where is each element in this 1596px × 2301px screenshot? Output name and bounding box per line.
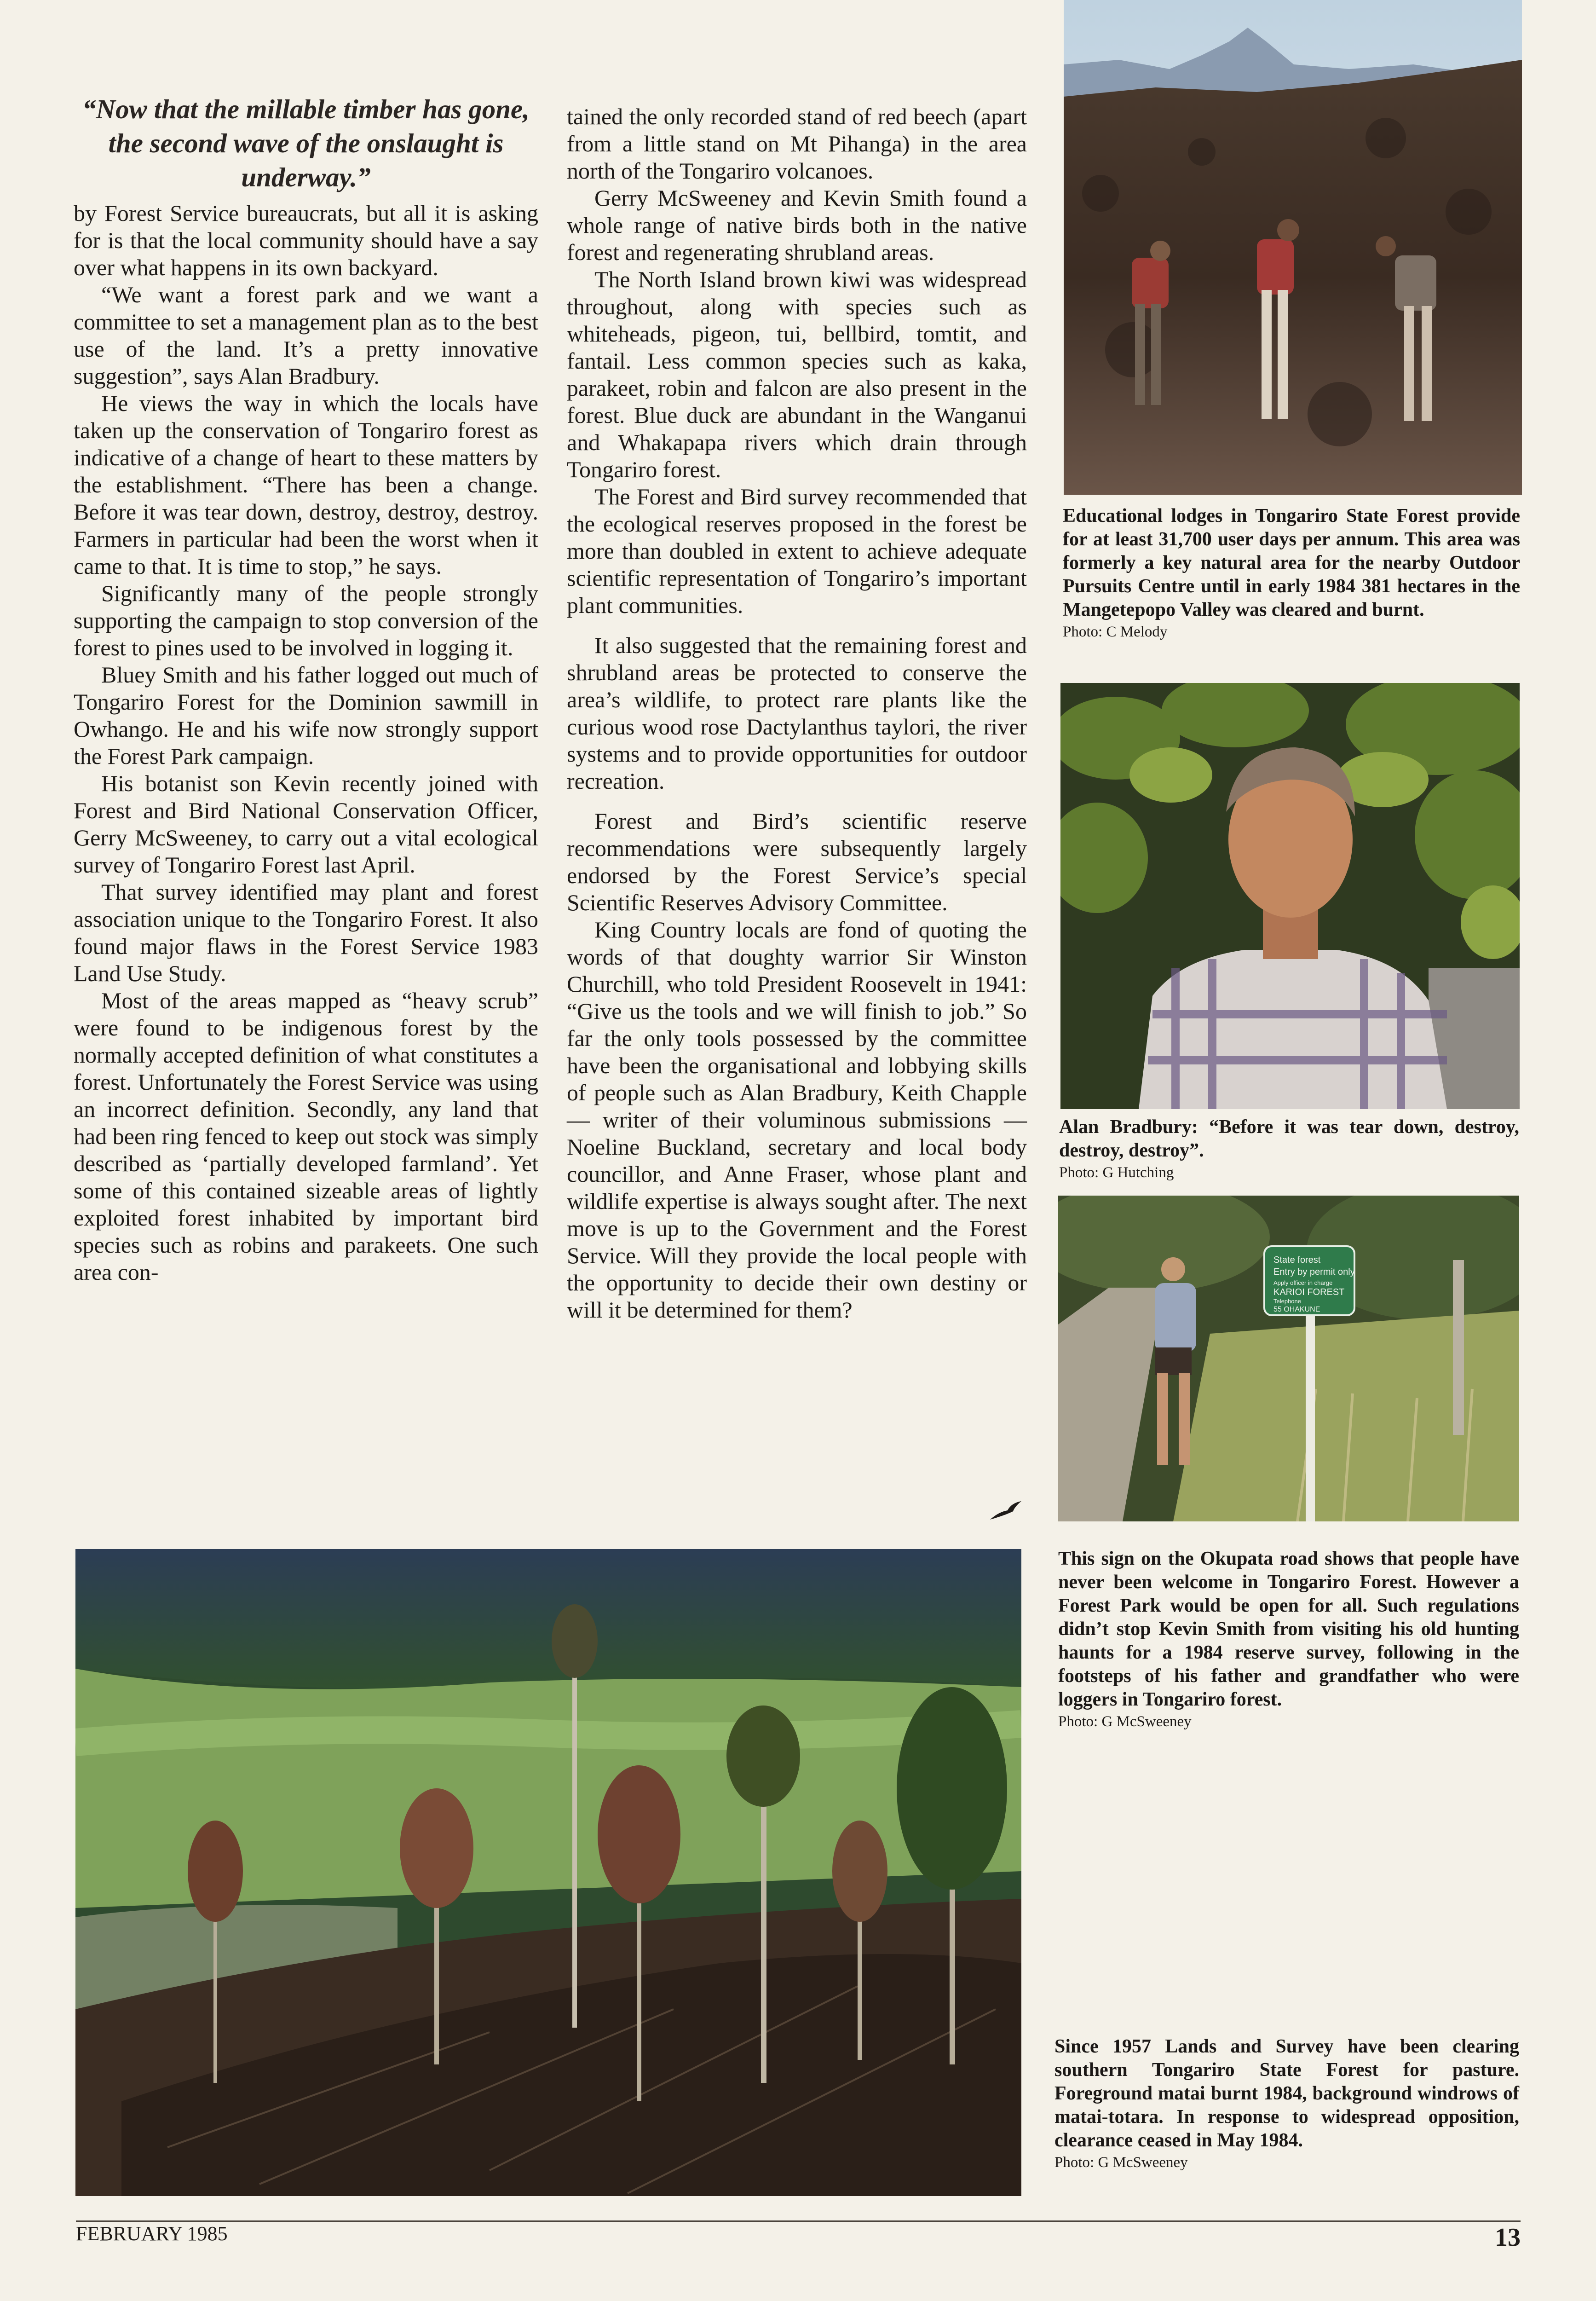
sign-line-6: 55 OHAKUNE <box>1273 1306 1320 1313</box>
caption-clearing <box>1054 2035 1519 2173</box>
sign-line-4: KARIOI FOREST <box>1273 1287 1345 1297</box>
page-number: 13 <box>1495 2223 1521 2252</box>
paragraph: That survey identified may plant and forest association unique to the Tongariro Forest. It also found major flaws in the Forest Service 1983 Land Use Study. <box>74 879 538 986</box>
photo-trampers <box>1064 0 1522 495</box>
photo-credit: Photo: C Melody <box>1063 624 1168 640</box>
paragraph: The Forest and Bird survey recommended that the ecological reserves proposed in the forest be more than doubled in extent to achieve adequate scientific representation of Tongariro’s important plant communities. <box>567 484 1027 618</box>
paragraph: Gerry McSweeney and Kevin Smith found a whole range of native birds both in the native forest and regenerating shrubland areas. <box>567 185 1027 265</box>
paragraph: His botanist son Kevin recently joined with Forest and Bird National Conservation Officer, Gerry McSweeney, to carry out a vital ecological survey of Tongariro Forest last April. <box>74 770 538 878</box>
photo-alan-bradbury <box>1060 683 1520 1109</box>
paragraph: “We want a forest park and we want a committee to set a management plan as to the best use of the land. It’s a pretty innovative suggestion”, says Alan Bradbury. <box>74 282 538 389</box>
article-column-1 <box>74 92 538 1286</box>
issue-date: FEBRUARY 1985 <box>76 2222 228 2245</box>
paragraph: Forest and Bird’s scientific reserve recommendations were subsequently largely endorsed by the Forest Service’s special Scientific Reserves Advisory Committee. <box>567 808 1027 915</box>
caption-text: Educational lodges in Tongariro State Forest provide for at least 31,700 user days per annum. This area was formerly a key natural area for the nearby Outdoor Pursuits Centre until in early 1984 381 hectares in the Mangetepopo Valley was cleared and burnt. <box>1063 505 1520 620</box>
photo-credit: Photo: G Hutching <box>1059 1164 1174 1181</box>
caption-text: This sign on the Okupata road shows that people have never been welcome in Tongariro Forest. However a Forest Park would be open for all. Such regulations didn’t stop Kevin Smith from visiting his old hunting haunts for a 1984 reserve survey, following in the footsteps of his father and grandfather who were loggers in Tongariro forest. <box>1058 1548 1519 1710</box>
caption-text: Alan Bradbury: “Before it was tear down, destroy, destroy, destroy”. <box>1059 1116 1519 1161</box>
sign-line-3: Apply officer in charge <box>1273 1279 1333 1286</box>
paragraph: It also suggested that the remaining forest and shrubland areas be protected to conserve the area’s wildlife, to protect rare plants like the curious wood rose Dactylanthus taylori, the river systems and to provide opportunities for outdoor recreation. <box>567 632 1027 794</box>
paragraph: tained the only recorded stand of red beech (apart from a little stand on Mt Pihanga) in the area north of the Tongariro volcanoes. <box>567 104 1027 184</box>
pull-quote: “Now that the millable timber has gone, the second wave of the onslaught is underway.” <box>82 94 530 192</box>
forest-sign <box>1264 1246 1355 1315</box>
caption-sign <box>1058 1547 1519 1732</box>
paragraph: The North Island brown kiwi was widespread throughout, along with species such as whiteheads, pigeon, tui, bellbird, tomtit, and fantail. Less common species such as kaka, parakeet, robin and falcon are also present in the forest. Blue duck are abundant in the Wanganui and Whakapapa rivers which drain through Tongariro forest. <box>567 266 1027 482</box>
photo-credit: Photo: G McSweeney <box>1054 2154 1188 2171</box>
paragraph: by Forest Service bureaucrats, but all it is asking for is that the local community should have a say over what happens in its own backyard. <box>74 200 538 280</box>
caption-bradbury <box>1059 1116 1519 1183</box>
paragraph: Bluey Smith and his father logged out much of Tongariro Forest for the Dominion sawmill in Owhango. He and his wife now strongly support the Forest Park campaign. <box>74 662 538 769</box>
photo-forest-sign <box>1058 1196 1519 1521</box>
paragraph: King Country locals are fond of quoting the words of that doughty warrior Sir Winston Churchill, who told President Roosevelt in 1941: “Give us the tools and we will finish to job.” So far the only tools possessed by the committee have been the organisational and lobbying skills of people such as Alan Bradbury, Keith Chapple — writer of their voluminous submissions —Noeline Buckland, secretary and local body councillor, and Anne Fraser, whose plant and wildlife expertise is always sought after. The next move is up to the Government and the Forest Service. Will they provide the local people with the opportunity to decide their own destiny or will it be determined for them? <box>567 917 1027 1323</box>
sign-line-2: Entry by permit only <box>1273 1267 1355 1277</box>
photo-forest-clearing <box>75 1549 1021 2196</box>
paragraph: Significantly many of the people strongly supporting the campaign to stop conversion of the forest to pines used to be involved in logging it. <box>74 580 538 660</box>
sign-line-5: Telephone <box>1273 1298 1301 1305</box>
footer-rule <box>76 2220 1521 2222</box>
caption-lodges <box>1063 504 1520 642</box>
sign-line-1: State forest <box>1273 1255 1321 1265</box>
photo-credit: Photo: G McSweeney <box>1058 1713 1192 1730</box>
paragraph: He views the way in which the locals have taken up the conservation of Tongariro forest as indicative of a change of heart to these matters by the establishment. “There has been a change. Before it was tear down, destroy, destroy, destroy. Farmers in particular had been the worst when it came to that. It is time to stop,” he says. <box>74 390 538 579</box>
end-mark-bird-icon <box>989 1499 1022 1522</box>
paragraph: Most of the areas mapped as “heavy scrub” were found to be indigenous forest by the normally accepted definition of what constitutes a forest. Unfortunately the Forest Service was using an incorrect definition. Secondly, any land that had been ring fenced to keep out stock was simply described as ‘partially developed farmland’. Yet some of this contained sizeable areas of lightly exploited forest inhabited by important bird species such as robins and parakeets. One such area con- <box>74 988 538 1285</box>
article-column-2 <box>567 103 1027 1324</box>
caption-text: Since 1957 Lands and Survey have been clearing southern Tongariro State Forest for pasture. Foreground matai burnt 1984, background windrows of matai-totara. In response to widespread opposition, clearance ceased in May 1984. <box>1054 2036 1519 2151</box>
